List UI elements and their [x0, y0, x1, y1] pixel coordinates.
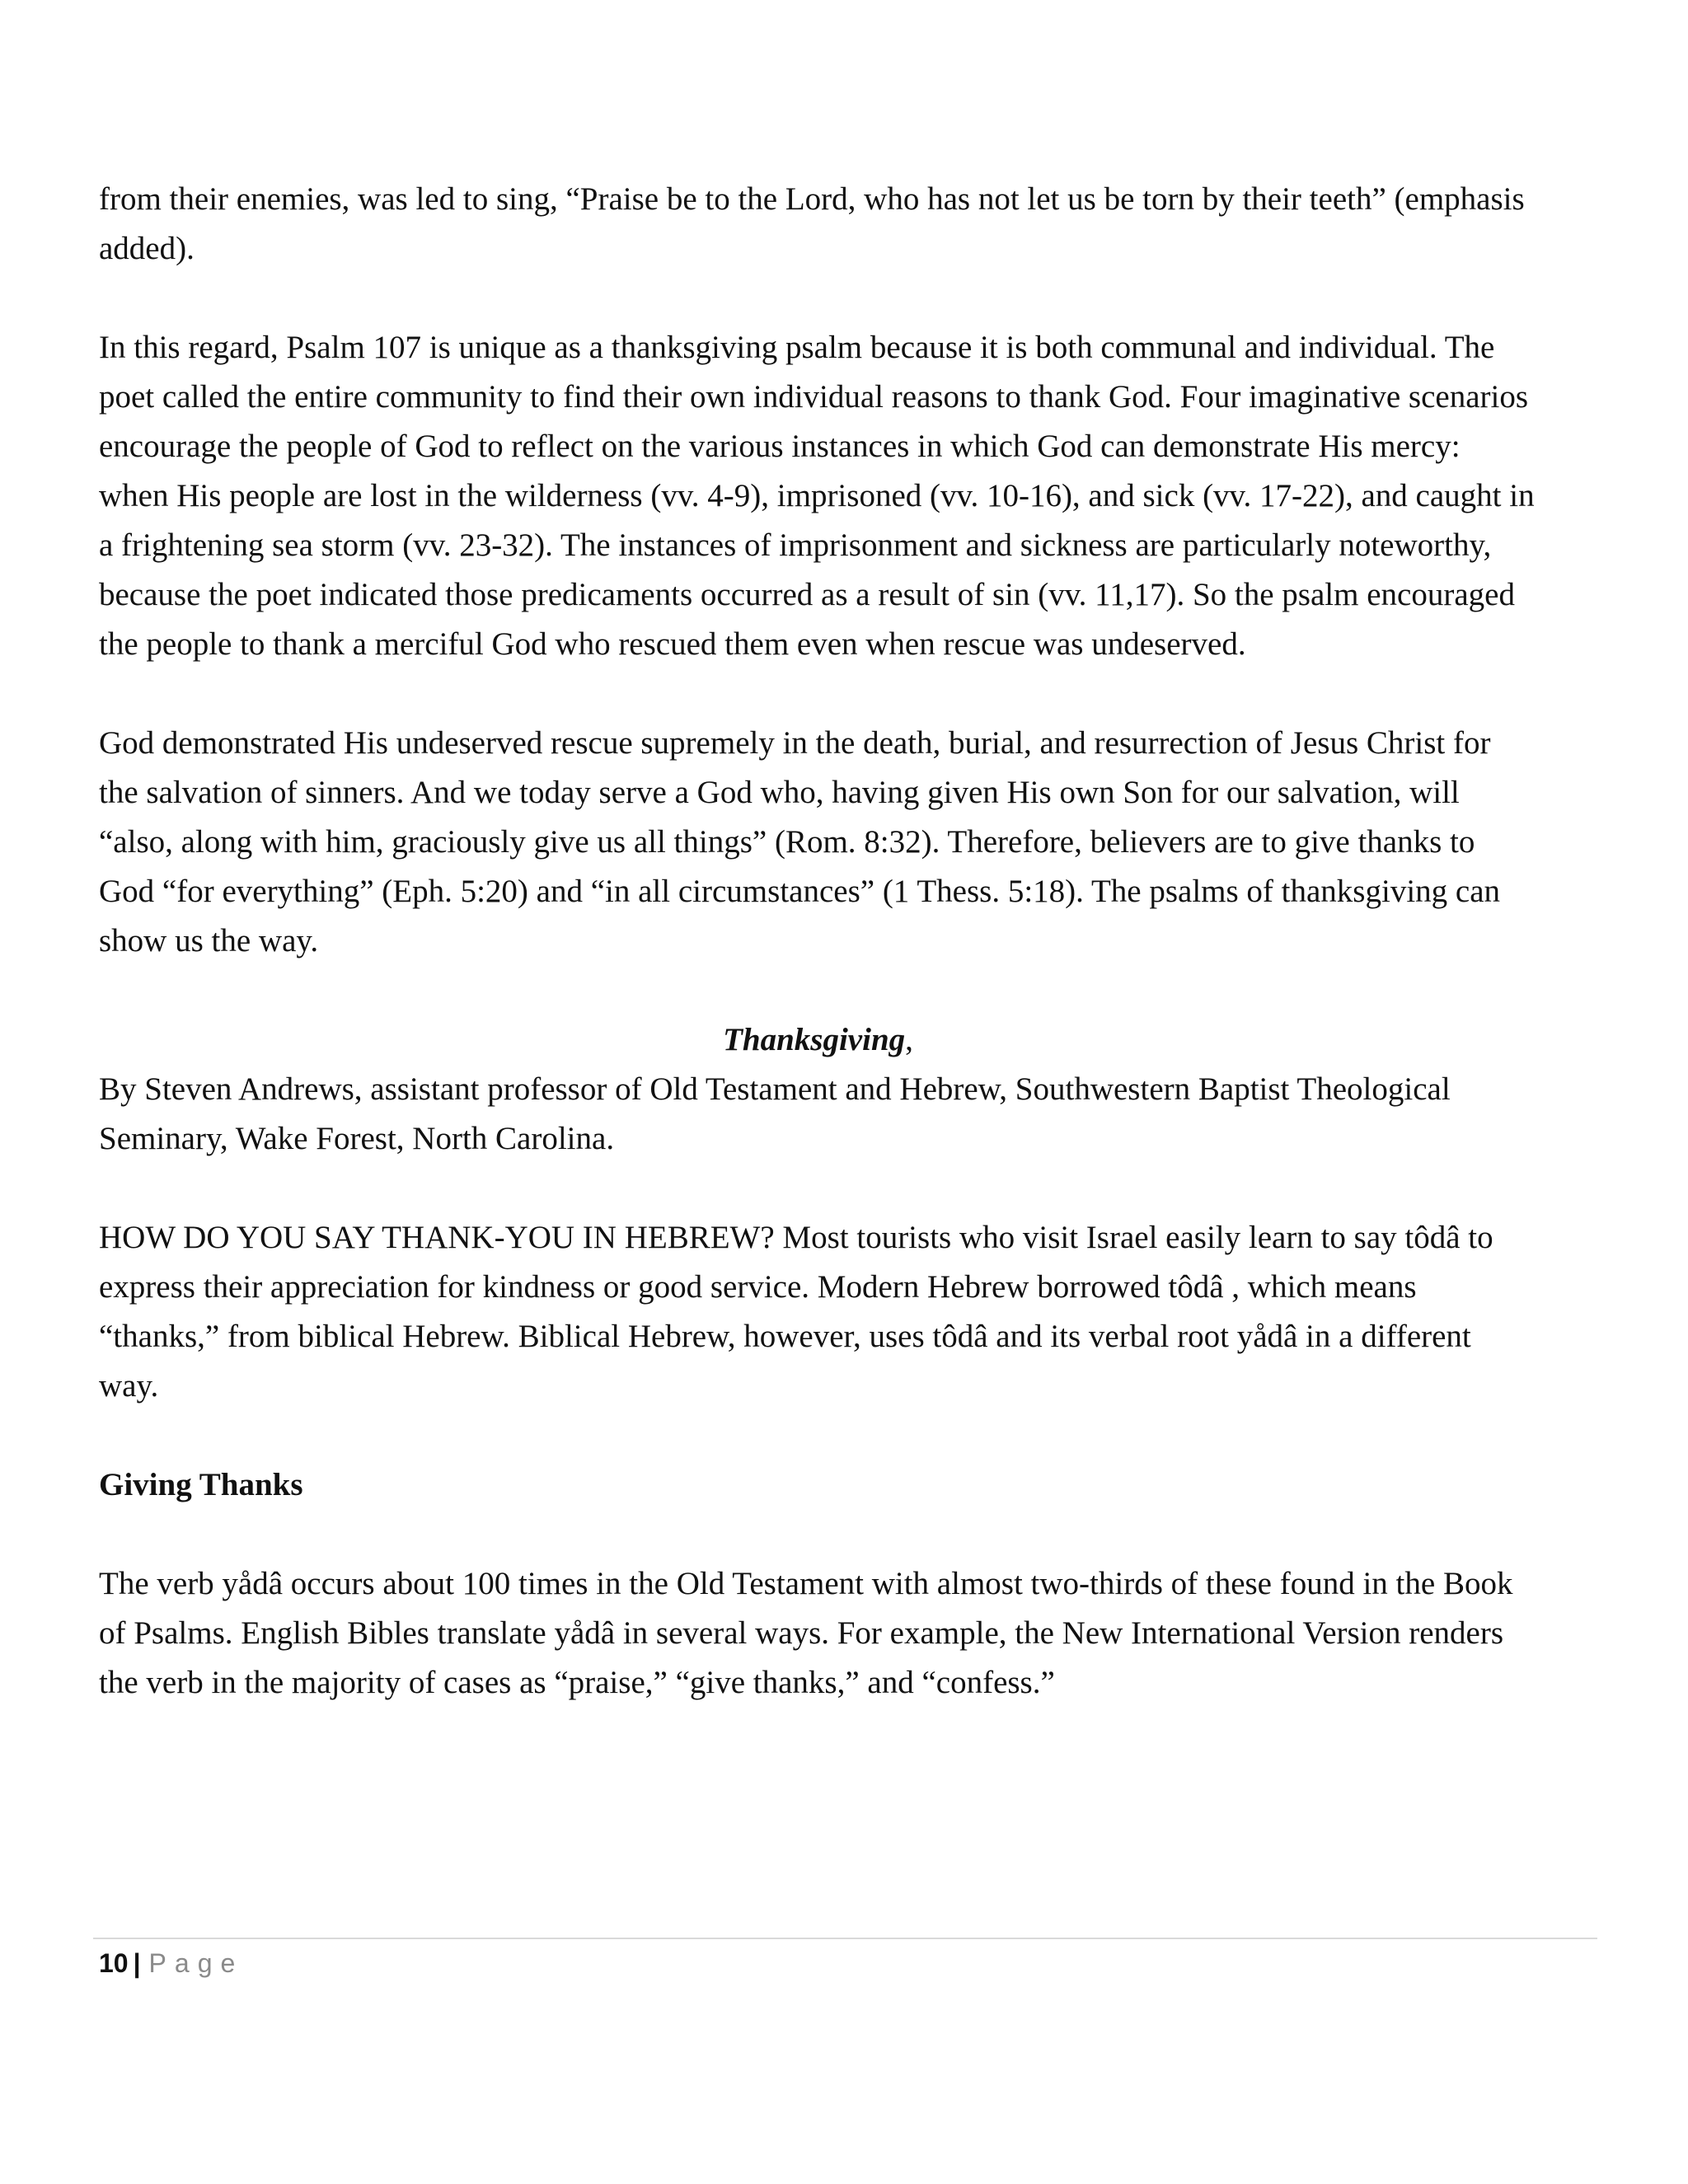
page-label: Page [148, 1948, 244, 1978]
section-body: The verb yådâ occurs about 100 times in the Old Testament with almost two-thirds of these found in the Book of Psalms. English Bibles translate yådâ in several ways. For example, the New International Version renders the verb in the majority of cases as “praise,” “give thanks,” and “confess.” [99, 1566, 1513, 1700]
article-byline: By Steven Andrews, assistant professor of Old Testament and Hebrew, Southwestern Baptist Theological Seminary, Wake Forest, North Carolina. [99, 1071, 1451, 1156]
footer-separator: | [133, 1948, 141, 1978]
section-heading: Giving Thanks [99, 1467, 303, 1502]
article-title-suffix: , [905, 1022, 913, 1057]
paragraph-undeserved-rescue: God demonstrated His undeserved rescue supremely in the death, burial, and resurrection of Jesus Christ for the salvation of sinners. And we today serve a God who, having given His own Son for our salvation, will “also, along with him, graciously give us all things” (Rom. 8:32). Therefore, believers are to give thanks to God “for everything” (Eph. 5:20) and “in all circumstances” (1 Thess. 5:18). The psalms of thanksgiving can show us the way. [99, 725, 1501, 958]
article-title-text: Thanksgiving [723, 1022, 906, 1057]
page-number: 10 [99, 1948, 129, 1978]
paragraph-continuation: from their enemies, was led to sing, “Praise be to the Lord, who has not let us be torn by their teeth” (emphasis added). [99, 181, 1525, 266]
document-body [99, 175, 1537, 1708]
page-footer [99, 1945, 243, 1981]
article-title [99, 1015, 1537, 1065]
paragraph-psalm-107: In this regard, Psalm 107 is unique as a thanksgiving psalm because it is both communal and individual. The poet called the entire community to find their own individual reasons to thank God. Four imaginative scenarios encourage the people of God to reflect on the various instances in which God can demonstrate His mercy: when His people are lost in the wilderness (vv. 4-9), imprisoned (vv. 10-16), and sick (vv. 17-22), and caught in a frightening sea storm (vv. 23-32). The instances of imprisonment and sickness are particularly noteworthy, because the poet indicated those predicaments occurred as a result of sin (vv. 11,17). So the psalm encouraged the people to thank a merciful God who rescued them even when rescue was undeserved. [99, 330, 1535, 662]
article-intro: HOW DO YOU SAY THANK-YOU IN HEBREW? Most tourists who visit Israel easily learn to say tôdâ to express their appreciation for kindness or good service. Modern Hebrew borrowed tôdâ , which means “thanks,” from biblical Hebrew. Biblical Hebrew, however, uses tôdâ and its verbal root yådâ in a different way. [99, 1220, 1493, 1404]
footer-divider [93, 1938, 1597, 1939]
